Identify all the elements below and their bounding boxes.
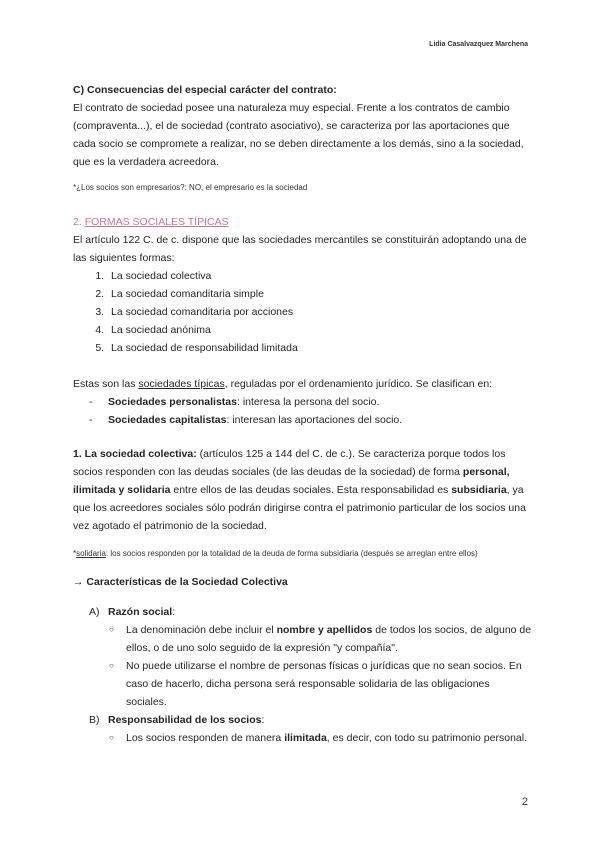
list-item: 4. La sociedad anónima <box>107 321 533 339</box>
caracteristicas-title: → Características de la Sociedad Colectiva <box>73 576 288 588</box>
section-c-note: *¿Los socios son empresarios?: NO, el empresario es la sociedad <box>73 183 308 192</box>
section-2-title-link[interactable]: FORMAS SOCIALES TÍPICAS <box>84 216 229 228</box>
section-c-title: C) Consecuencias del especial carácter del contrato: <box>73 84 337 96</box>
responsabilidad-title: Responsabilidad de los socios <box>108 714 262 726</box>
list-item: 5. La sociedad de responsabilidad limitada <box>107 339 533 357</box>
section-2-heading <box>73 213 533 231</box>
solidaria-link[interactable]: solidaria <box>76 549 106 558</box>
colectiva-paragraph: 1. La sociedad colectiva: (artículos 125 a 144 del C. de c.). Se caracteriza porque todos los socios responden con las deudas sociales (de las deudas de la sociedad) de forma personal, ilimitada y solidaria entre ellos de las deudas sociales. Esta responsabilidad es subsidiaria, ya que los acreedores sociales sólo podrán dirigirse contra el patrimonio particular de los socios una vez agotado el patrimonio de la sociedad. <box>73 448 526 532</box>
list-item: B) Responsabilidad de los socios: ○ Los socios responden de manera ilimitada, es decir, con todo su patrimonio personal. <box>73 711 533 747</box>
list-item: 1. La sociedad colectiva <box>107 267 533 285</box>
list-item: 3. La sociedad comanditaria por acciones <box>107 303 533 321</box>
list-item: ○ La denominación debe incluir el nombre y apellidos de todos los socios, de alguno de ellos, o de uno solo seguido de la expresión "y compañía". <box>109 621 533 657</box>
page-number: 2 <box>521 796 528 808</box>
types-list <box>73 393 533 429</box>
document-body <box>73 70 533 747</box>
header-author: Lidia Casalvazquez Marchena <box>429 41 528 48</box>
caracteristicas-list <box>73 603 533 747</box>
list-item: 2. La sociedad comanditaria simple <box>107 285 533 303</box>
list-item: ○ No puede utilizarse el nombre de personas físicas o jurídicas que no sean socios. En caso de hacerlo, dicha persona será responsable solidaria de las obligaciones sociales. <box>109 657 533 711</box>
section-2-number: 2. <box>73 216 85 228</box>
sociedades-tipicas-link[interactable]: sociedades típicas <box>138 378 225 390</box>
list-item: A) Razón social: ○ La denominación debe incluir el nombre y apellidos de todos los socios, de alguno de ellos, o de uno solo seguido de la expresión "y compañía". ○ No puede utilizarse el nombre de personas físicas o jurídicas que no sean socios. En caso de hacerlo, dicha persona será responsable solidaria de las obligaciones sociales. <box>73 603 533 711</box>
section-c-body: El contrato de sociedad posee una naturaleza muy especial. Frente a los contratos de cambio (compraventa...), el de sociedad (contrato asociativo), se caracteriza por las aportaciones que cada socio se compromete a realizar, no se deben directamente a los demás, sino a la sociedad, que es la verdadera acreedora. <box>73 102 524 168</box>
list-item: - Sociedades capitalistas: interesan las aportaciones del socio. <box>89 411 533 429</box>
list-item: - Sociedades personalistas: interesa la persona del socio. <box>89 393 533 411</box>
solidaria-note: *solidaria: los socios responden por la totalidad de la deuda de forma subsidiaria (después se arreglan entre ellos) <box>73 549 478 558</box>
razon-social-title: Razón social <box>108 606 173 618</box>
forms-list <box>73 267 533 357</box>
colectiva-title: 1. La sociedad colectiva: <box>73 448 197 460</box>
section-2-intro: El artículo 122 C. de c. dispone que las sociedades mercantiles se constituirán adoptando una de las siguientes formas: <box>73 234 527 264</box>
classify-paragraph: Estas son las sociedades típicas, reguladas por el ordenamiento jurídico. Se clasifican en: <box>73 378 493 390</box>
list-item: ○ Los socios responden de manera ilimitada, es decir, con todo su patrimonio personal. <box>109 729 533 747</box>
